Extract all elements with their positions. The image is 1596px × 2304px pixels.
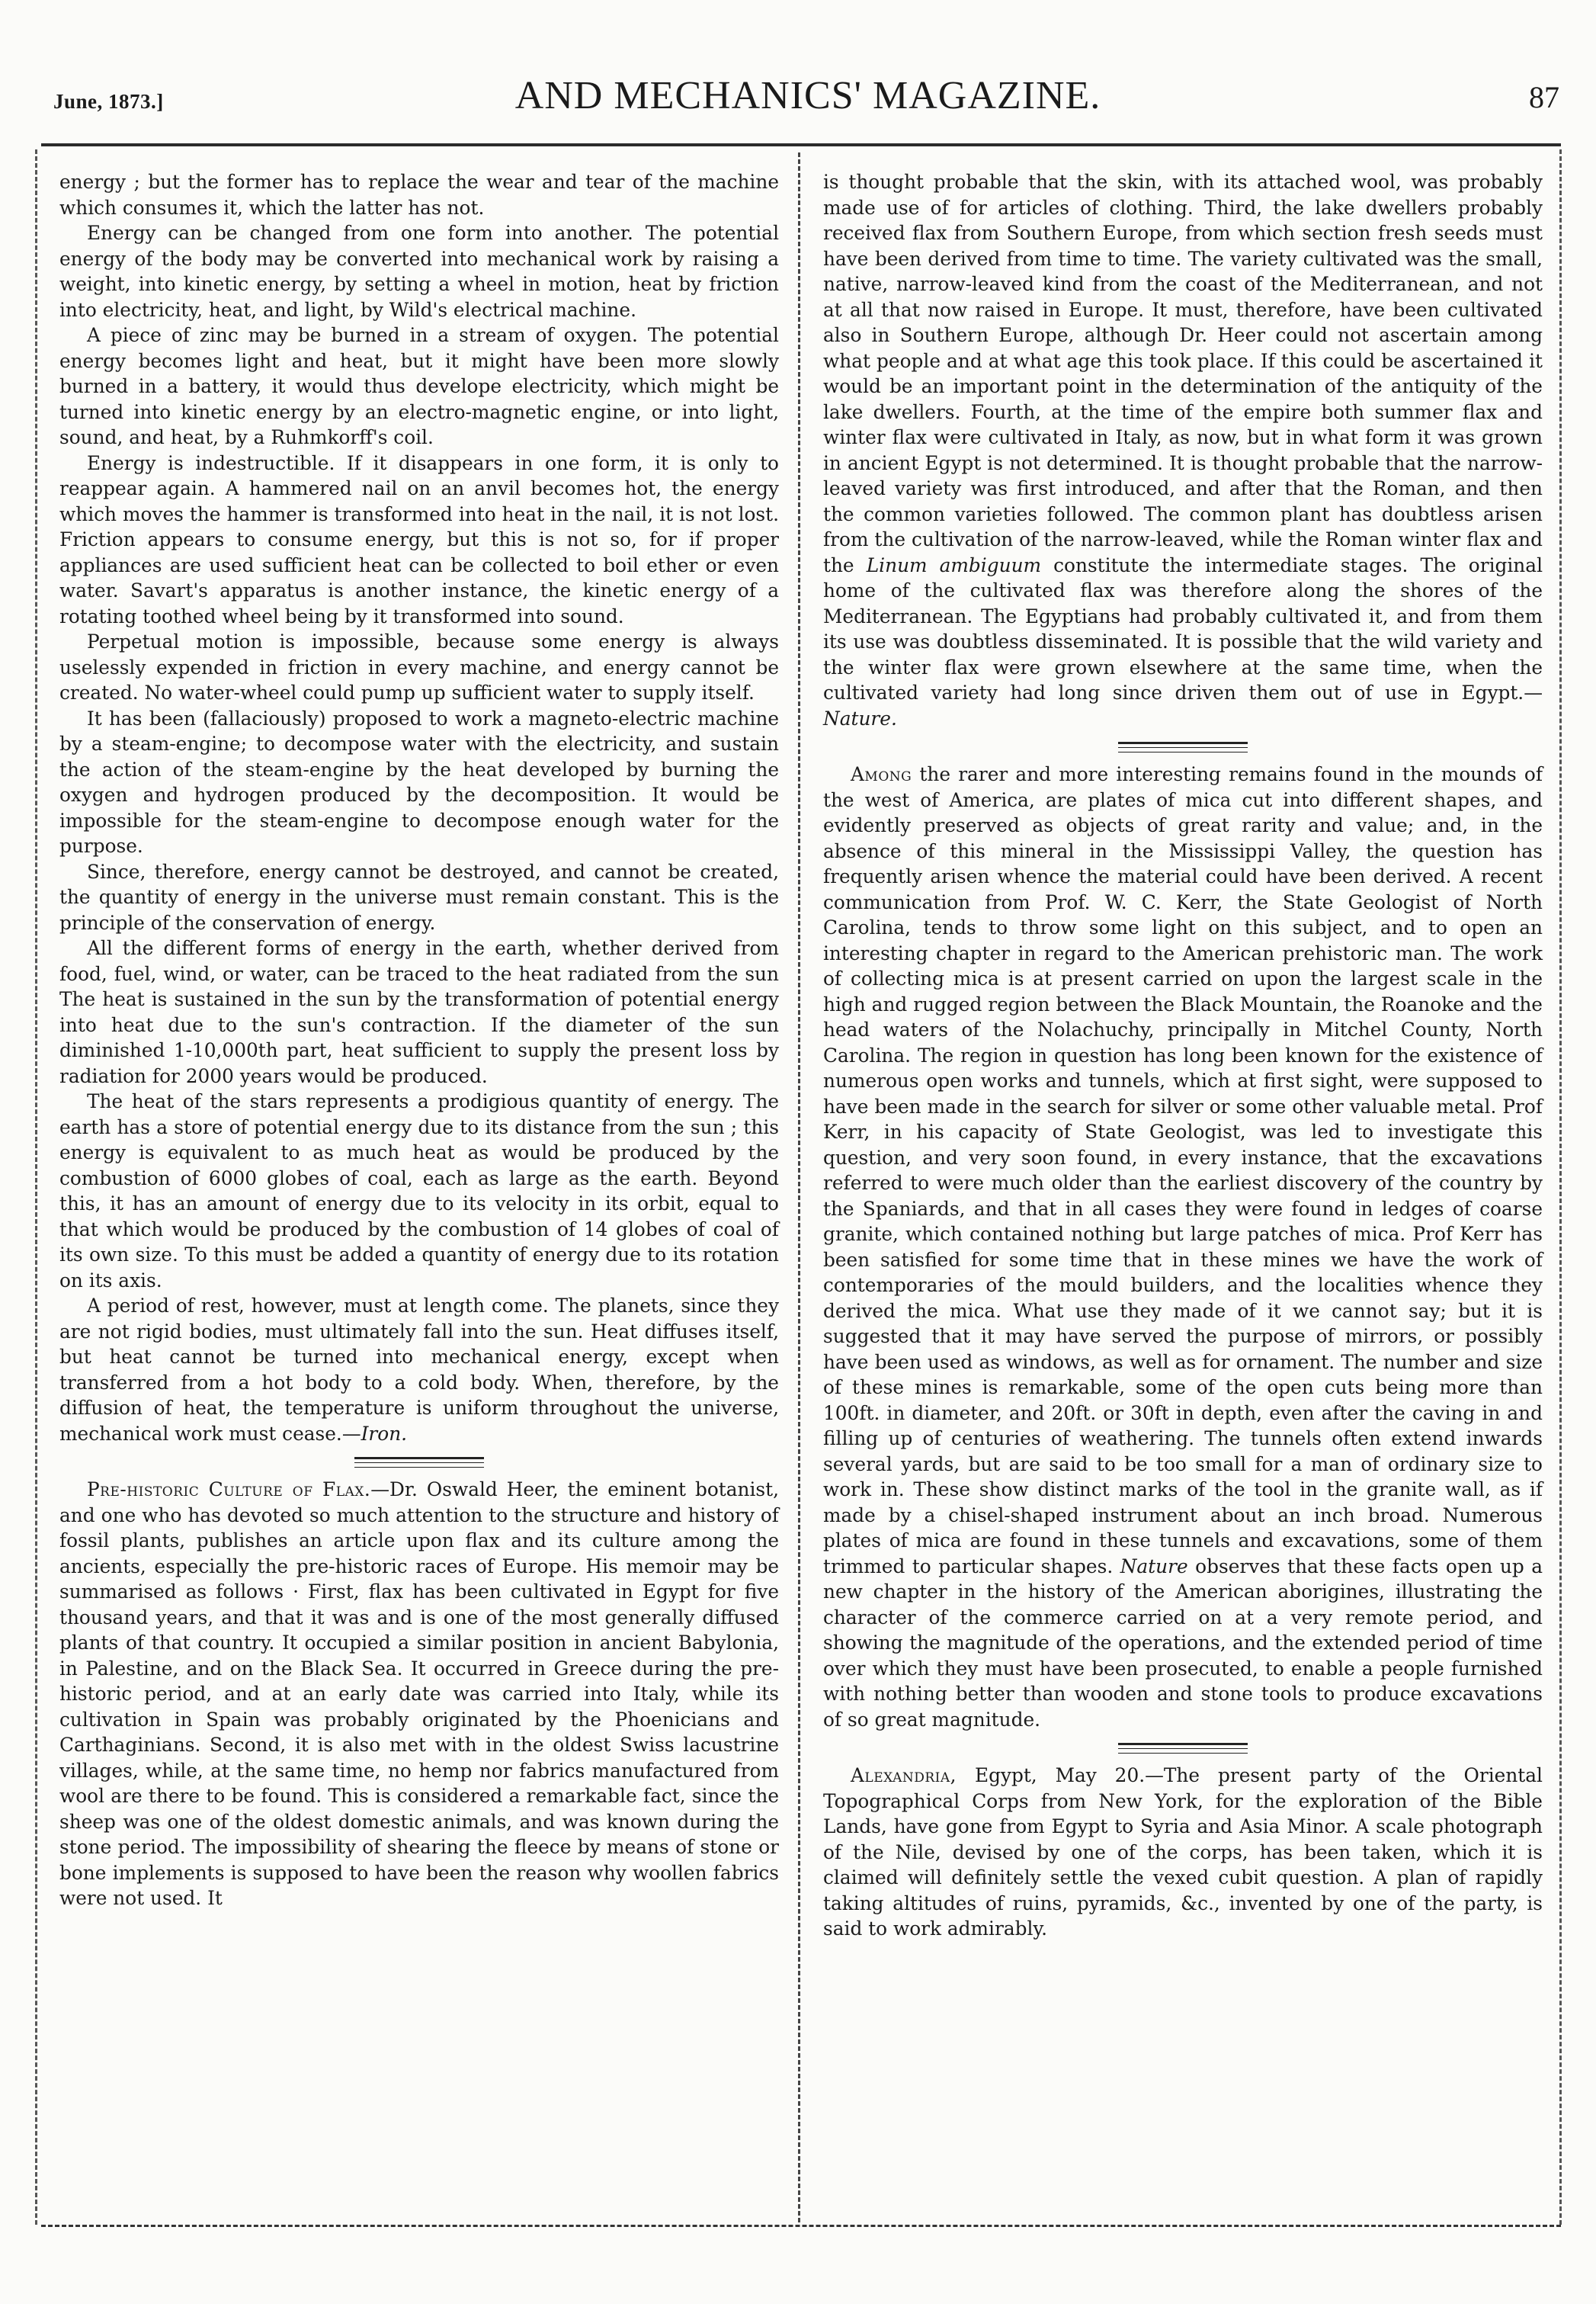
source-attribution: Iron.	[361, 1422, 408, 1445]
column-divider	[798, 152, 800, 2222]
separator-line	[354, 1467, 484, 1468]
article-text: observes that these facts open up a new chapter in the history of the American aborigines, illustrating the character of the commerce carried on at a very remote period, and showing the magnitude of the operations, and the extended period of time over which they must have been prosecuted, to enable a people furnished with nothing better than wooden and stone tools to produce excavations of so great magnitude.	[823, 1555, 1543, 1731]
flax-article-continued	[823, 169, 1543, 731]
mica-paragraph	[823, 762, 1543, 1732]
paragraph: It has been (fallaciously) proposed to work a magneto-electric machine by a steam-engine; to decompose water with the electricity, and sustain the action of the steam-engine by the heat developed by burning the oxygen and hydrogen produced by the decomposition. It would be impossible for the steam-engine to decompose enough water for the purpose.	[59, 707, 779, 857]
article-text: the rarer and more interesting remains found in the mounds of the west of America, are plates of mica cut into different shapes, and evidently preserved as objects of great rarity and value; and, in the absence of this mineral in the Mississippi Valley, the question has frequently arisen whence the material could have been derived. A recent communication from Prof. W. C. Kerr, the State Geologist of North Carolina, tends to throw some light on this subject, and to open an interesting chapter in regard to the American prehistoric man. The work of collecting mica is at present carried on upon the largest scale in the high and rugged region between the Black Mountain, the Roanoke and the head waters of the Nolachuchy, principally in Mitchel County, North Carolina. The region in question has long been known for the existence of numerous open works and tunnels, which at first sight, were supposed to have been made in the search for silver or some other valuable metal. Prof Kerr, in his capacity of State Geologist, was led to investigate this question, and very soon found, in every instance, that the excavations referred to were much older than the earliest discovery of the country by the Spaniards, and that in all cases they were found in ledges of coarse granite, which contained nothing but large patches of mica. Prof Kerr has been satisfied for some time that in these mines we have the work of contemporaries of the mould builders, and the localities whence they derived the mica. What use they made of it we cannot say; but it is suggested that it may have served the purpose of mirrors, or possibly have been used as windows, as well as for ornament. The number and size of these mines is remarkable, some of the open cuts being more than 100ft. in diameter, and 20ft. or 30ft in depth, even after the caving in and filling up of centuries of weathering. The tunnels often extend inwards several yards, but are said to be too small for a man of ordinary size to work in. These show distinct marks of the tool in the granite wall, as if made by a chisel-shaped instrument about an inch broad. Numerous plates of mica are found in these tunnels and excavations, some of them trimmed to particular shapes.	[823, 763, 1543, 1577]
article-separator	[59, 1446, 779, 1477]
article-text: Egypt, May 20.—The present party of the Oriental Topographical Corps from New York, for the exploration of the Bible Lands, have gone from Egypt to Syria and Asia Minor. A scale photograph of the Nile, devised by one of the corps, has been taken, which it is claimed will definitely settle the vexed cubit question. A plan of rapidly taking altitudes of ruins, pyramids, &c., invented by one of the party, is said to work admirably.	[823, 1764, 1543, 1940]
journal-name: Nature	[1120, 1555, 1188, 1577]
separator-line	[1118, 742, 1248, 744]
left-border-rule	[35, 149, 37, 2225]
paragraph: Since, therefore, energy cannot be destroyed, and cannot be created, the quantity of energy in the universe must remain constant. This is the principle of the conservation of energy.	[59, 860, 779, 934]
article-separator	[823, 731, 1543, 762]
running-title: AND MECHANICS' MAGAZINE.	[514, 74, 1101, 117]
separator-line	[354, 1462, 484, 1463]
right-column	[823, 169, 1543, 1942]
paragraph-text: A period of rest, however, must at length come. The planets, since they are not rigid bodies, must ultimately fall into the sun. Heat diffuses itself, but heat cannot be turned into mechanical energy, except when transferred from a hot body to a cold body. When, therefore, by the diffusion of heat, the temperature is uniform throughout the universe, mechanical work must cease.—	[59, 1295, 779, 1445]
lead-word: Among	[851, 763, 912, 785]
right-border-rule	[1559, 149, 1562, 2225]
alexandria-paragraph	[823, 1763, 1543, 1942]
separator-line	[1118, 747, 1248, 748]
mica-article	[823, 762, 1543, 1732]
separator-line	[1118, 1753, 1248, 1754]
energy-article	[59, 169, 779, 1446]
article-text: is thought probable that the skin, with its attached wool, was probably made use of for articles of clothing. Third, the lake dwellers probably received flax from Southern Europe, from which section fresh seeds must have been derived from time to time. The variety cultivated was the small, native, narrow-leaved kind from the coast of the Mediterranean, and not at all that now raised in Europe. It must, therefore, have been cultivated also in Southern Europe, although Dr. Heer could not ascertain among what people and at what age this took place. If this could be ascertained it would be an important point in the determination of the antiquity of the lake dwellers. Fourth, at the time of the empire both summer flax and winter flax were cultivated in Italy, as now, but in what form it was grown in ancient Egypt is not determined. It is thought probable that the narrow-leaved variety was first introduced, and after that the Roman, and then the common varieties followed. The common plant has doubtless arisen from the cultivation of the narrow-leaved, while the Roman winter flax and the	[823, 171, 1543, 576]
issue-date: June, 1873.]	[53, 90, 164, 113]
bottom-rule	[41, 2225, 1561, 2227]
separator-line	[354, 1457, 484, 1459]
paragraph: All the different forms of energy in the earth, whether derived from food, fuel, wind, or water, can be traced to the heat radiated from the sun The heat is sustained in the sun by the transformation of potential energy into heat due to the sun's contraction. If the diameter of the sun diminished 1-10,000th part, heat sufficient to supply the present loss by radiation for 2000 years would be produced.	[59, 937, 779, 1087]
paragraph: A piece of zinc may be burned in a stream of oxygen. The potential energy becomes light and heat, but it might have been more slowly burned in a battery, it would thus develope electricity, which might be turned into kinetic energy by an electro-magnetic engine, or into light, sound, and heat, by a Ruhmkorff's coil.	[59, 324, 779, 448]
page-number: 87	[1529, 80, 1559, 114]
separator-line	[1118, 1748, 1248, 1749]
article-title: Pre-historic Culture of Flax.	[87, 1478, 371, 1500]
lead-word: Alexandria,	[851, 1764, 957, 1786]
separator-line	[1118, 1743, 1248, 1745]
flax-article	[59, 1477, 779, 1911]
flax-paragraph	[59, 1477, 779, 1911]
paragraph: Perpetual motion is impossible, because some energy is always uselessly expended in friction in every machine, and energy cannot be created. No water-wheel could pump up sufficient water to supply itself.	[59, 631, 779, 704]
article-text: constitute the intermediate stages. The original home of the cultivated flax was therefore along the shores of the Mediterranean. The Egyptians had probably cultivated it, and from them its use was doubtless disseminated. It is possible that the wild variety and the winter flax were grown elsewhere at the same time, when the cultivated variety had long since driven them out of use in Egypt.—	[823, 554, 1543, 704]
species-name: Linum ambiguum	[866, 554, 1042, 576]
article-text: —Dr. Oswald Heer, the eminent botanist, and one who has devoted so much attention to the structure and history of fossil plants, publishes an article upon flax and its culture among the ancients, especially the pre-historic races of Europe. His memoir may be summarised as follows · First, flax has been cultivated in Egypt for five thousand years, and that it was and is one of the most generally diffused plants of that country. It occupied a similar position in ancient Babylonia, in Palestine, and on the Black Sea. It occurred in Greece during the pre-historic period, and at an early date was carried into Italy, while its cultivation in Spain was probably originated by the Phoenicians and Carthaginians. Second, it is also met with in the oldest Swiss lacustrine villages, while, at the same time, no hemp nor fabrics manufactured from wool are there to be found. This is considered a remarkable fact, since the sheep was one of the oldest domestic animals, and was known during the stone period. The impossibility of shearing the fleece by means of stone or bone implements is supposed to have been the reason why woollen fabrics were not used. It	[59, 1478, 779, 1909]
alexandria-article	[823, 1763, 1543, 1942]
paragraph: energy ; but the former has to replace the wear and tear of the machine which consumes it, which the latter has not.	[59, 171, 779, 219]
final-paragraph	[59, 1293, 779, 1446]
flax-continued-paragraph	[823, 169, 1543, 731]
paragraph: Energy can be changed from one form into another. The potential energy of the body may be converted into mechanical work by raising a weight, into kinetic energy, by setting a wheel in motion, heat by friction into electricity, heat, and light, by Wild's electrical machine.	[59, 222, 779, 321]
source-attribution: Nature.	[823, 707, 897, 730]
paragraph: The heat of the stars represents a prodigious quantity of energy. The earth has a store of potential energy due to its distance from the sun ; this energy is equivalent to as much heat as would be produced by the combustion of 6000 globes of coal, each as large as the earth. Beyond this, it has an amount of energy due to its velocity in its orbit, equal to that which would be produced by the combustion of 14 globes of coal of its own size. To this must be added a quantity of energy due to its rotation on its axis.	[59, 1090, 779, 1292]
article-separator	[823, 1732, 1543, 1763]
page-header	[53, 73, 1562, 127]
left-column	[59, 169, 779, 1911]
paragraph: Energy is indestructible. If it disappears in one form, it is only to reappear again. A hammered nail on an anvil becomes hot, the energy which moves the hammer is transformed into heat in the nail, it is not lost. Friction appears to consume energy, but this is not so, for if proper appliances are used sufficient heat can be collected to boil ether or even water. Savart's apparatus is another instance, the kinetic energy of a rotating toothed wheel being by it transformed into sound.	[59, 451, 779, 627]
